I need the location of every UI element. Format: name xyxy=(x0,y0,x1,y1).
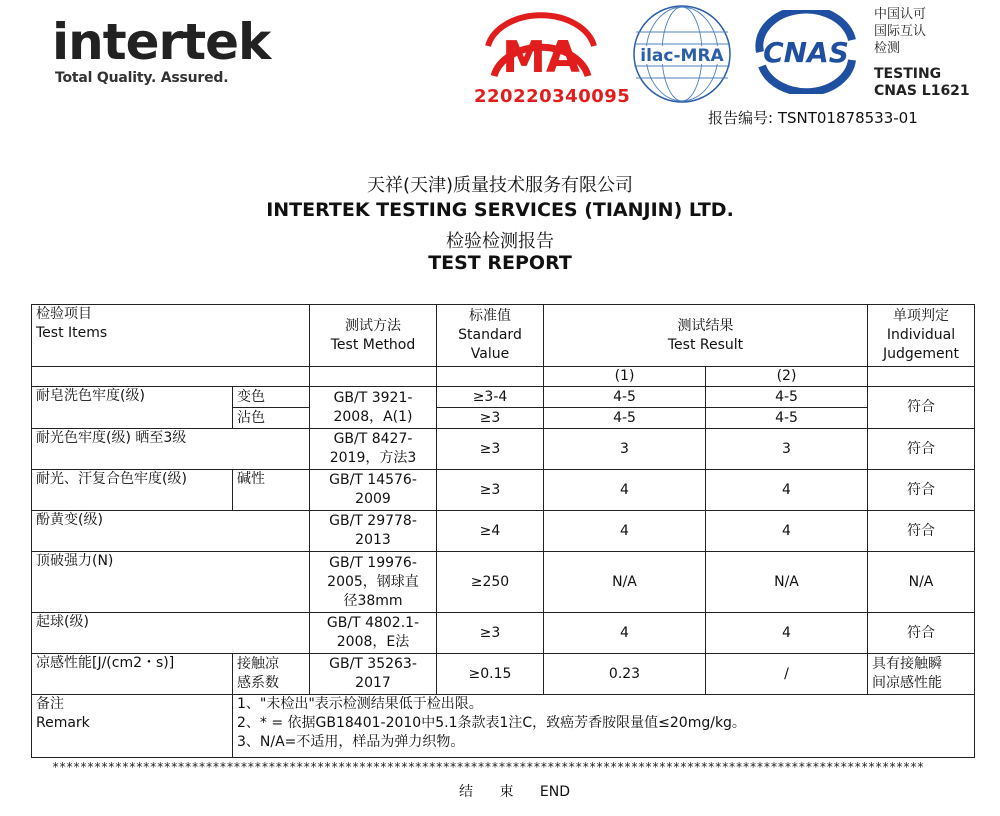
header-text: 测试结果 xyxy=(677,317,734,334)
sample-header-row xyxy=(32,367,975,387)
table-row xyxy=(32,470,975,511)
item-light-perspiration: 耐光、汗复合色牢度(级) xyxy=(32,470,233,511)
header-text: Test Result xyxy=(667,336,744,353)
header-test-items xyxy=(32,305,310,367)
method-line: 2008，E法 xyxy=(336,634,410,650)
judgement-cell: 符合 xyxy=(868,511,975,552)
item-light-fastness: 耐光色牢度(级) 晒至3级 xyxy=(32,429,310,470)
header-text: Judgement xyxy=(882,346,959,362)
result-1-cell: 0.23 xyxy=(544,654,706,695)
result-1-cell: 4 xyxy=(544,613,706,654)
header-text: 标准值 xyxy=(469,308,511,324)
standard-cell: ≥3 xyxy=(437,408,544,429)
judgement-cell: 符合 xyxy=(868,613,975,654)
method-line: 2005，钢球直 xyxy=(327,573,419,590)
end-marker: 结 束 END xyxy=(459,784,570,800)
cma-logo xyxy=(476,4,606,84)
cma-number: 220220340095 xyxy=(474,86,631,107)
header-text: Test Items xyxy=(36,325,108,341)
item-bursting-strength: 顶破强力(N) xyxy=(32,552,310,613)
header-standard-value xyxy=(437,305,544,367)
standard-cell: ≥3 xyxy=(437,470,544,511)
empty-cell xyxy=(868,367,975,387)
result-2-cell: N/A xyxy=(706,552,868,613)
sample-1-header: (1) xyxy=(544,367,706,387)
ilac-mark-text: ilac-MRA xyxy=(640,46,724,66)
sub-item-color-change: 变色 xyxy=(233,387,310,408)
item-cooling-performance: 凉感性能[J/(cm2・s)] xyxy=(32,654,233,695)
method-line: GB/T 3921- xyxy=(333,389,413,406)
report-number: 报告编号: TSNT01878533-01 xyxy=(708,109,918,127)
result-1-cell: 3 xyxy=(544,429,706,470)
header-text: 单项判定 xyxy=(893,308,949,324)
test-result-table xyxy=(31,304,975,758)
standard-cell: ≥3 xyxy=(437,429,544,470)
result-1-cell: 4 xyxy=(544,470,706,511)
method-cell xyxy=(310,552,437,613)
judgement-cell xyxy=(868,654,975,695)
remark-content xyxy=(233,695,975,758)
result-1-cell: 4-5 xyxy=(544,387,706,408)
sub-item-staining: 沾色 xyxy=(233,408,310,429)
empty-cell xyxy=(32,367,310,387)
method-line: 2017 xyxy=(355,675,391,691)
empty-cell xyxy=(310,367,437,387)
result-1-cell: N/A xyxy=(544,552,706,613)
header-judgement xyxy=(868,305,975,367)
item-phenolic-yellowing: 酚黄变(级) xyxy=(32,511,310,552)
standard-cell: ≥3-4 xyxy=(437,387,544,408)
intertek-logo: intertek xyxy=(52,13,271,71)
cnas-chinese-caption: 中国认可 国际互认 检测 xyxy=(874,7,927,56)
standard-cell: ≥4 xyxy=(437,511,544,552)
remark-line: 3、N/A=不适用，样品为弹力织物。 xyxy=(237,734,465,750)
result-2-cell: / xyxy=(706,654,868,695)
method-line: GB/T 35263- xyxy=(329,656,417,672)
sub-item-contact-cooling xyxy=(233,654,310,695)
table-row xyxy=(32,654,975,695)
method-line: 2009 xyxy=(355,491,391,507)
result-2-cell: 4 xyxy=(706,470,868,511)
header-text: Test Method xyxy=(330,336,416,353)
method-line: 径38mm xyxy=(343,592,403,609)
header-text: 测试方法 xyxy=(345,317,401,334)
cma-mark-text: MA xyxy=(502,32,580,83)
sub-item-line: 感系数 xyxy=(237,675,279,691)
result-2-cell: 4 xyxy=(706,613,868,654)
intertek-tagline: Total Quality. Assured. xyxy=(55,70,229,86)
method-cell xyxy=(310,387,437,429)
remark-line: 1、"未检出"表示检测结果低于检出限。 xyxy=(237,696,483,712)
sub-item-line: 接触凉 xyxy=(237,656,279,672)
method-line: 2013 xyxy=(355,532,391,548)
remark-label-line: Remark xyxy=(36,715,90,731)
item-pilling: 起球(级) xyxy=(32,613,310,654)
header-text: Standard xyxy=(458,327,522,343)
standard-cell: ≥0.15 xyxy=(437,654,544,695)
judgement-cell: N/A xyxy=(868,552,975,613)
method-line: GB/T 8427- xyxy=(333,431,413,447)
method-cell xyxy=(310,429,437,470)
remark-line: 2、* = 依据GB18401-2010中5.1条款表1注C，致癌芳香胺限量值≤20mg/kg。 xyxy=(237,715,746,731)
result-1-cell: 4 xyxy=(544,511,706,552)
method-cell xyxy=(310,511,437,552)
judgement-line: 间凉感性能 xyxy=(872,675,942,691)
table-row xyxy=(32,613,975,654)
cnas-logo xyxy=(752,10,860,94)
cnas-accreditation-number: CNAS L1621 xyxy=(874,83,970,99)
company-name-cn: 天祥(天津)质量技术服务有限公司 xyxy=(366,175,634,196)
cnas-testing-caption xyxy=(874,66,970,100)
result-2-cell: 3 xyxy=(706,429,868,470)
sub-item-alkaline: 碱性 xyxy=(233,470,310,511)
table-row xyxy=(32,387,975,408)
table-row xyxy=(32,429,975,470)
sample-2-header: (2) xyxy=(706,367,868,387)
result-2-cell: 4 xyxy=(706,511,868,552)
cnas-mark-text: CNAS xyxy=(763,36,849,69)
result-2-cell: 4-5 xyxy=(706,387,868,408)
method-cell xyxy=(310,654,437,695)
header-test-method xyxy=(310,305,437,367)
judgement-line: 具有接触瞬 xyxy=(872,656,942,672)
cnas-testing-line: TESTING xyxy=(874,66,942,82)
result-2-cell: 4-5 xyxy=(706,408,868,429)
report-title-en: TEST REPORT xyxy=(428,252,572,274)
table-row xyxy=(32,511,975,552)
remark-label-line: 备注 xyxy=(36,696,64,712)
item-soap-washing: 耐皂洗色牢度(级) xyxy=(32,387,233,429)
header-test-result xyxy=(544,305,868,367)
method-line: GB/T 29778- xyxy=(329,513,417,529)
empty-cell xyxy=(437,367,544,387)
remark-row xyxy=(32,695,975,758)
company-name-en: INTERTEK TESTING SERVICES (TIANJIN) LTD. xyxy=(266,199,734,221)
method-line: 2008，A(1) xyxy=(333,408,413,425)
header-text: Individual xyxy=(886,327,956,343)
judgement-cell: 符合 xyxy=(868,470,975,511)
header-text: Value xyxy=(470,346,510,362)
result-1-cell: 4-5 xyxy=(544,408,706,429)
end-separator: ***************************************************************************************************************************** xyxy=(52,760,924,774)
method-line: 2019，方法3 xyxy=(329,450,417,466)
table-header-row xyxy=(32,305,975,367)
method-line: GB/T 4802.1- xyxy=(326,615,420,631)
remark-label xyxy=(32,695,233,758)
judgement-cell: 符合 xyxy=(868,429,975,470)
method-line: GB/T 14576- xyxy=(329,472,417,488)
header-text: 检验项目 xyxy=(36,306,92,322)
method-line: GB/T 19976- xyxy=(329,554,417,571)
method-cell xyxy=(310,470,437,511)
table-row xyxy=(32,552,975,613)
standard-cell: ≥250 xyxy=(437,552,544,613)
ilac-mra-logo xyxy=(630,2,734,106)
report-title-cn: 检验检测报告 xyxy=(446,231,554,252)
standard-cell: ≥3 xyxy=(437,613,544,654)
method-cell xyxy=(310,613,437,654)
judgement-cell: 符合 xyxy=(868,387,975,429)
